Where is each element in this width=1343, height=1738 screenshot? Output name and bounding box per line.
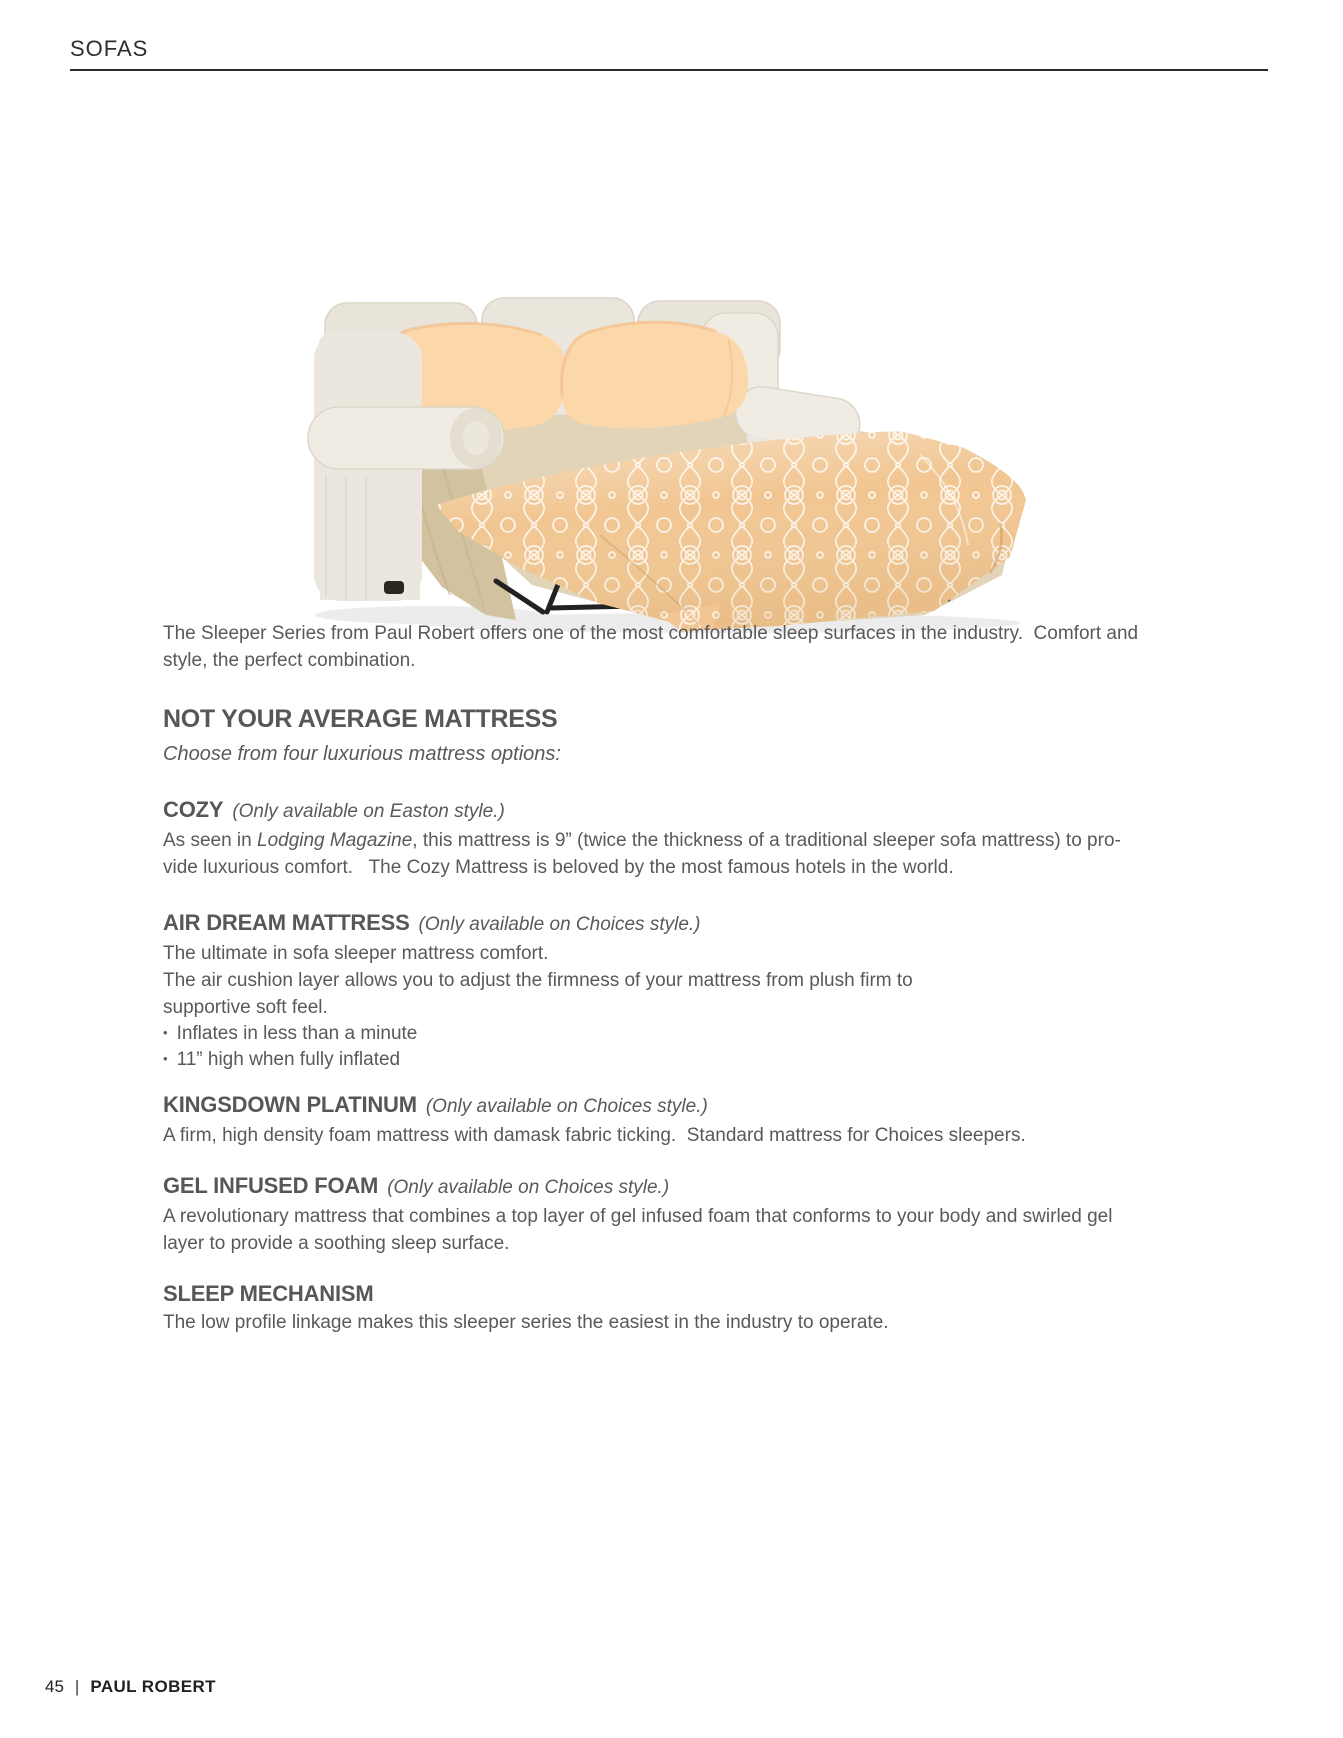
page-footer <box>45 1677 216 1697</box>
option-availability: (Only available on Easton style.) <box>232 801 505 822</box>
bullet-icon: • <box>163 1051 168 1066</box>
bullet-icon: • <box>163 1025 168 1040</box>
option-body-line: A revolutionary mattress that combines a top layer of gel infused foam that conforms to your body and swirled gel <box>163 1206 1113 1227</box>
option-availability: (Only available on Choices style.) <box>387 1177 670 1198</box>
option-body-line: layer to provide a soothing sleep surface. <box>163 1233 510 1254</box>
sofa-foot <box>384 581 404 594</box>
option-kingsdown-platinum <box>163 1090 1191 1149</box>
option-heading <box>163 1090 1191 1122</box>
option-gel-infused-foam <box>163 1171 1191 1257</box>
bullet-text: Inflates in less than a minute <box>176 1023 418 1044</box>
option-heading <box>163 1279 1191 1309</box>
option-heading <box>163 908 1191 940</box>
option-heading <box>163 795 1191 827</box>
option-name: KINGSDOWN PLATINUM <box>163 1092 417 1117</box>
section-sleep-mechanism <box>163 1279 1191 1336</box>
sleeper-sofa-photo <box>300 285 1040 635</box>
page-content <box>163 620 1191 1336</box>
feature-bullet <box>163 1047 1191 1073</box>
option-body-line <box>163 827 1191 854</box>
sleeper-sofa-illustration <box>300 285 1040 635</box>
header-rule <box>70 69 1268 71</box>
mattress-options-subheading: Choose from four luxurious mattress options: <box>163 743 561 765</box>
option-body-line: The air cushion layer allows you to adjust the firmness of your mattress from plush firm to <box>163 970 913 991</box>
bullet-text: 11” high when fully inflated <box>176 1049 401 1070</box>
page-number: 45 <box>45 1677 64 1696</box>
page-title: SOFAS <box>70 36 149 61</box>
option-body-line: supportive soft feel. <box>163 997 328 1018</box>
pillow-right <box>562 322 748 429</box>
footer-separator: | <box>74 1677 80 1696</box>
text-run: , this mattress is 9” (twice the thickness of a traditional sleeper sofa mattress) to pro- <box>412 830 1121 851</box>
option-name: GEL INFUSED FOAM <box>163 1173 379 1198</box>
magazine-name: Lodging Magazine <box>257 830 413 851</box>
option-name: AIR DREAM MATTRESS <box>163 910 410 935</box>
feature-bullet <box>163 1021 1191 1047</box>
intro-line: style, the perfect combination. <box>163 650 416 671</box>
brand-name: PAUL ROBERT <box>90 1677 216 1696</box>
option-body-line: The ultimate in sofa sleeper mattress comfort. <box>163 943 549 964</box>
option-name: COZY <box>163 797 224 822</box>
section-heading-not-your-average-mattress: NOT YOUR AVERAGE MATTRESS <box>163 705 558 733</box>
option-body-line: A firm, high density foam mattress with damask fabric ticking. Standard mattress for Choices sleepers. <box>163 1125 1026 1146</box>
option-body-line: vide luxurious comfort. The Cozy Mattress is beloved by the most famous hotels in the world. <box>163 857 954 878</box>
option-cozy <box>163 795 1191 881</box>
option-air-dream <box>163 908 1191 1073</box>
option-name: SLEEP MECHANISM <box>163 1281 374 1306</box>
option-heading <box>163 1171 1191 1203</box>
option-availability: (Only available on Choices style.) <box>418 914 701 935</box>
intro-line: The Sleeper Series from Paul Robert offers one of the most comfortable sleep surfaces in the industry. Comfort and <box>163 623 1139 644</box>
intro-paragraph <box>163 620 1191 674</box>
text-run: As seen in <box>163 830 257 851</box>
option-availability: (Only available on Choices style.) <box>425 1096 708 1117</box>
option-body-line: The low profile linkage makes this sleeper series the easiest in the industry to operate. <box>163 1312 889 1333</box>
